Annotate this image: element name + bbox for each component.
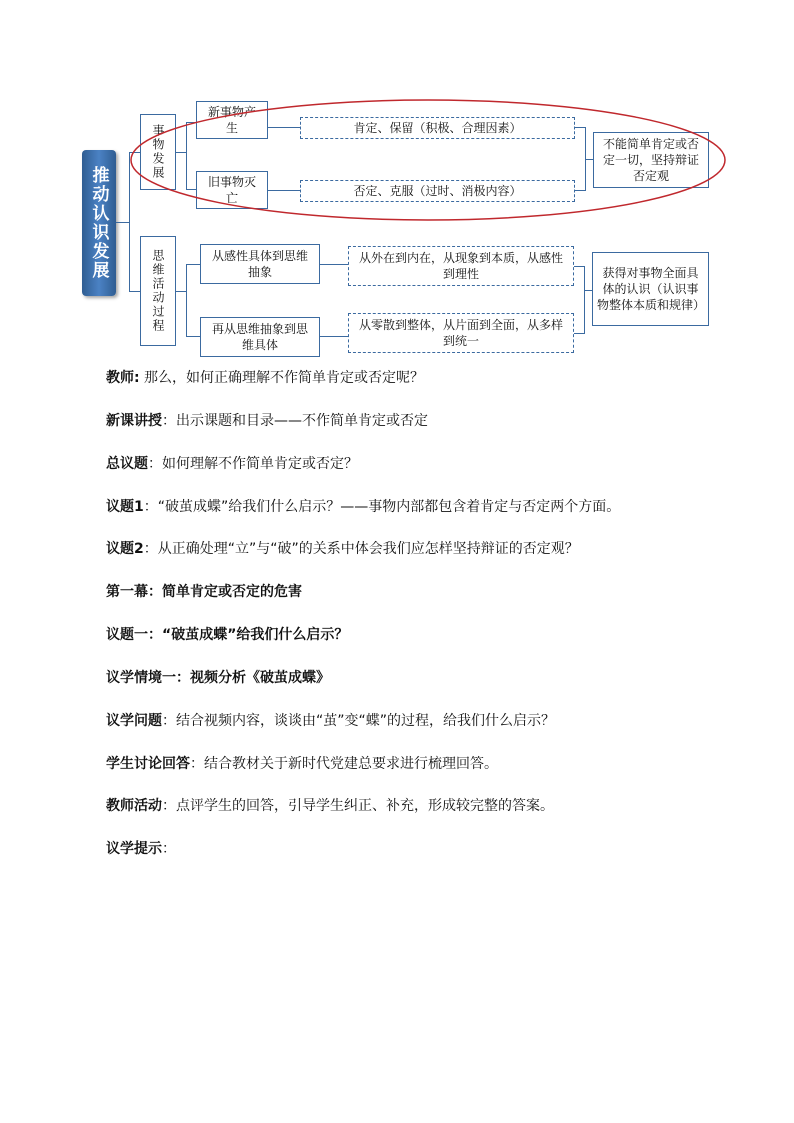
- comprehensive-understanding-conclusion: 获得对事物全面具体的认识（认识事物整体本质和规律）: [592, 252, 709, 326]
- discussion-tips: 议学提示：: [106, 841, 176, 857]
- discussion-question: 议学问题：结合视频内容，谈谈由“茧”变“蝶”的过程，给我们什么启示？: [106, 713, 556, 729]
- scattered-to-whole-box: 从零散到整体，从片面到全面，从多样到统一: [348, 313, 574, 353]
- branch-thinking-process: 思维活动过程: [140, 236, 176, 346]
- negate-overcome-box: 否定、克服（过时、消极内容）: [300, 180, 575, 202]
- teacher-activity: 教师活动：点评学生的回答，引导学生纠正、补充，形成较完整的答案。: [106, 798, 554, 814]
- connector: [186, 264, 187, 337]
- connector: [584, 266, 585, 334]
- connector: [584, 290, 592, 291]
- highlight-ellipse: [128, 96, 728, 224]
- topic-1: 议题1：“破茧成蝶”给我们什么启示？——事物内部都包含着肯定与否定两个方面。: [106, 499, 621, 515]
- scenario-one-heading: 议学情境一：视频分析《破茧成蝶》: [106, 670, 330, 686]
- old-thing-dies-box: 旧事物灭亡: [196, 171, 268, 209]
- act-one-heading: 第一幕：简单肯定或否定的危害: [106, 584, 302, 600]
- branch-development-of-things: 事物发展: [140, 114, 176, 190]
- abstract-to-concrete-box: 再从思维抽象到思维具体: [200, 317, 320, 357]
- diagram-root-title: 推动认识发展: [82, 150, 116, 296]
- affirm-retain-box: 肯定、保留（积极、合理因素）: [300, 117, 575, 139]
- new-thing-born-box: 新事物产生: [196, 101, 268, 139]
- connector: [186, 336, 200, 337]
- topic-one-heading: 议题一：“破茧成蝶”给我们什么启示？: [106, 627, 349, 643]
- outer-to-inner-box: 从外在到内在，从现象到本质，从感性到理性: [348, 246, 574, 286]
- connector: [574, 266, 584, 267]
- connector: [574, 333, 584, 334]
- perceptual-to-abstract-box: 从感性具体到思维抽象: [200, 244, 320, 284]
- new-lesson: 新课讲授：出示课题和目录——不作简单肯定或否定: [106, 413, 428, 429]
- student-answer: 学生讨论回答：结合教材关于新时代党建总要求进行梳理回答。: [106, 756, 498, 772]
- connector: [320, 336, 348, 337]
- main-topic: 总议题：如何理解不作简单肯定或否定？: [106, 456, 358, 472]
- connector: [186, 264, 200, 265]
- connector: [176, 291, 186, 292]
- topic-2: 议题2：从正确处理“立”与“破”的关系中体会我们应怎样坚持辩证的否定观？: [106, 541, 579, 557]
- connector: [320, 264, 348, 265]
- dialectical-negation-conclusion: 不能简单肯定或否定一切，坚持辩证否定观: [593, 132, 709, 188]
- teacher-question: 教师: 那么，如何正确理解不作简单肯定或否定呢？: [106, 370, 425, 386]
- connector: [129, 291, 140, 292]
